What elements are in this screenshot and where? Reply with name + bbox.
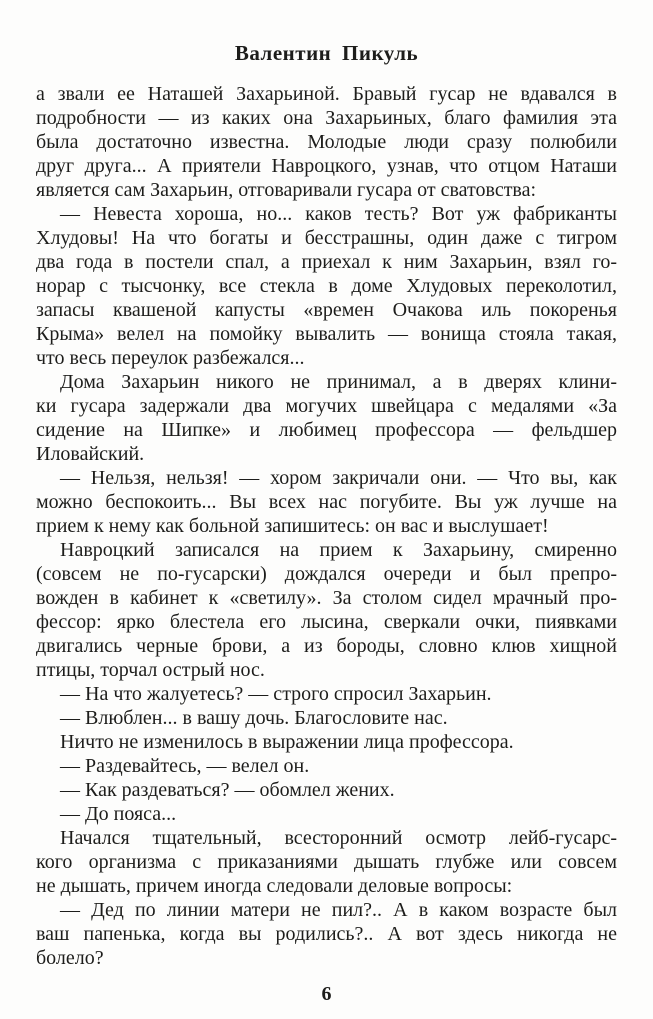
text-line: можно беспокоить... Вы всех нас погубите. Вы уж лучше на — [36, 491, 617, 513]
page-body — [36, 82, 617, 970]
text-line: — До пояса... — [60, 803, 177, 825]
text-line: Начался тщательный, всесторонний осмотр лейб-гусарс- — [60, 827, 617, 849]
paragraph — [36, 730, 617, 754]
text-line: Ничто не изменилось в выражении лица профессора. — [60, 731, 514, 753]
text-line: подробности — из каких она Захарьиных, благо фамилия эта — [36, 107, 617, 129]
paragraph — [36, 826, 617, 898]
text-line: не дышать, причем иногда следовали деловые вопросы: — [36, 875, 513, 897]
text-line: (совсем не по-гусарски) дождался очереди и был препро- — [36, 563, 617, 585]
paragraph — [36, 682, 617, 706]
text-line: друг друга... А приятели Навроцкого, узнав, что отцом Наташи — [36, 155, 617, 177]
text-line: — Влюблен... в вашу дочь. Благословите нас. — [60, 707, 448, 729]
text-line: птицы, торчал острый нос. — [36, 659, 265, 681]
paragraph — [36, 802, 617, 826]
text-line: двигались черные брови, а из бороды, словно клюв хищной — [36, 635, 617, 657]
paragraph — [36, 898, 617, 970]
text-line: фессор: ярко блестела его лысина, сверкали очки, пиявками — [36, 611, 617, 633]
text-line: что весь переулок разбежался... — [36, 347, 305, 369]
paragraph — [36, 370, 617, 466]
paragraph — [36, 538, 617, 682]
paragraph — [36, 82, 617, 202]
text-line: два года в постели спал, а приехал к ним Захарьин, взял го- — [36, 251, 617, 273]
text-line: прием к нему как больной запишитесь: он вас и выслушает! — [36, 515, 549, 537]
text-line: Навроцкий записался на прием к Захарьину, смиренно — [60, 539, 617, 561]
paragraph — [36, 466, 617, 538]
text-line: — Как раздеваться? — обомлел жених. — [60, 779, 395, 801]
page-number: 6 — [321, 983, 332, 1005]
text-line: Иловайский. — [36, 443, 145, 465]
paragraph — [36, 754, 617, 778]
paragraph — [36, 706, 617, 730]
text-line: сидение на Шипке» и любимец профессора — фельдшер — [36, 419, 617, 441]
text-line: запасы квашеной капусты «времен Очакова иль покоренья — [36, 299, 617, 321]
text-line: была достаточно известна. Молодые люди сразу полюбили — [36, 131, 617, 153]
text-line: — Раздевайтесь, — велел он. — [60, 755, 310, 777]
paragraph — [36, 202, 617, 370]
author-heading: Валентин Пикуль — [234, 41, 419, 65]
text-line: ки гусара задержали два могучих швейцара с медалями «За — [36, 395, 617, 417]
text-line: Крыма» велел на помойку вывалить — вонища стояла такая, — [36, 323, 617, 345]
text-line: ваш папенька, когда вы родились?.. А вот здесь никогда не — [36, 923, 617, 945]
text-line: вожден в кабинет к «светилу». За столом сидел мрачный про- — [36, 587, 617, 609]
text-line: болело? — [36, 947, 104, 969]
text-line: Дома Захарьин никого не принимал, а в дверях клини- — [60, 371, 617, 393]
text-line: а звали ее Наташей Захарьиной. Бравый гусар не вдавался в — [36, 83, 617, 105]
text-line: — Нельзя, нельзя! — хором закричали они. — Что вы, как — [60, 467, 617, 489]
text-line: — Невеста хороша, но... каков тесть? Вот уж фабриканты — [60, 203, 617, 225]
text-line: Хлудовы! На что богаты и бесстрашны, один даже с тигром — [36, 227, 617, 249]
text-line: — На что жалуетесь? — строго спросил Захарьин. — [60, 683, 492, 705]
paragraph — [36, 778, 617, 802]
text-line: — Дед по линии матери не пил?.. А в каком возрасте был — [60, 899, 617, 921]
text-line: норар с тысчонку, все стекла в доме Хлудовых переколотил, — [36, 275, 617, 297]
text-line: является сам Захарьин, отговаривали гусара от сватовства: — [36, 179, 537, 201]
text-line: кого организма с приказаниями дышать глубже или совсем — [36, 851, 617, 873]
